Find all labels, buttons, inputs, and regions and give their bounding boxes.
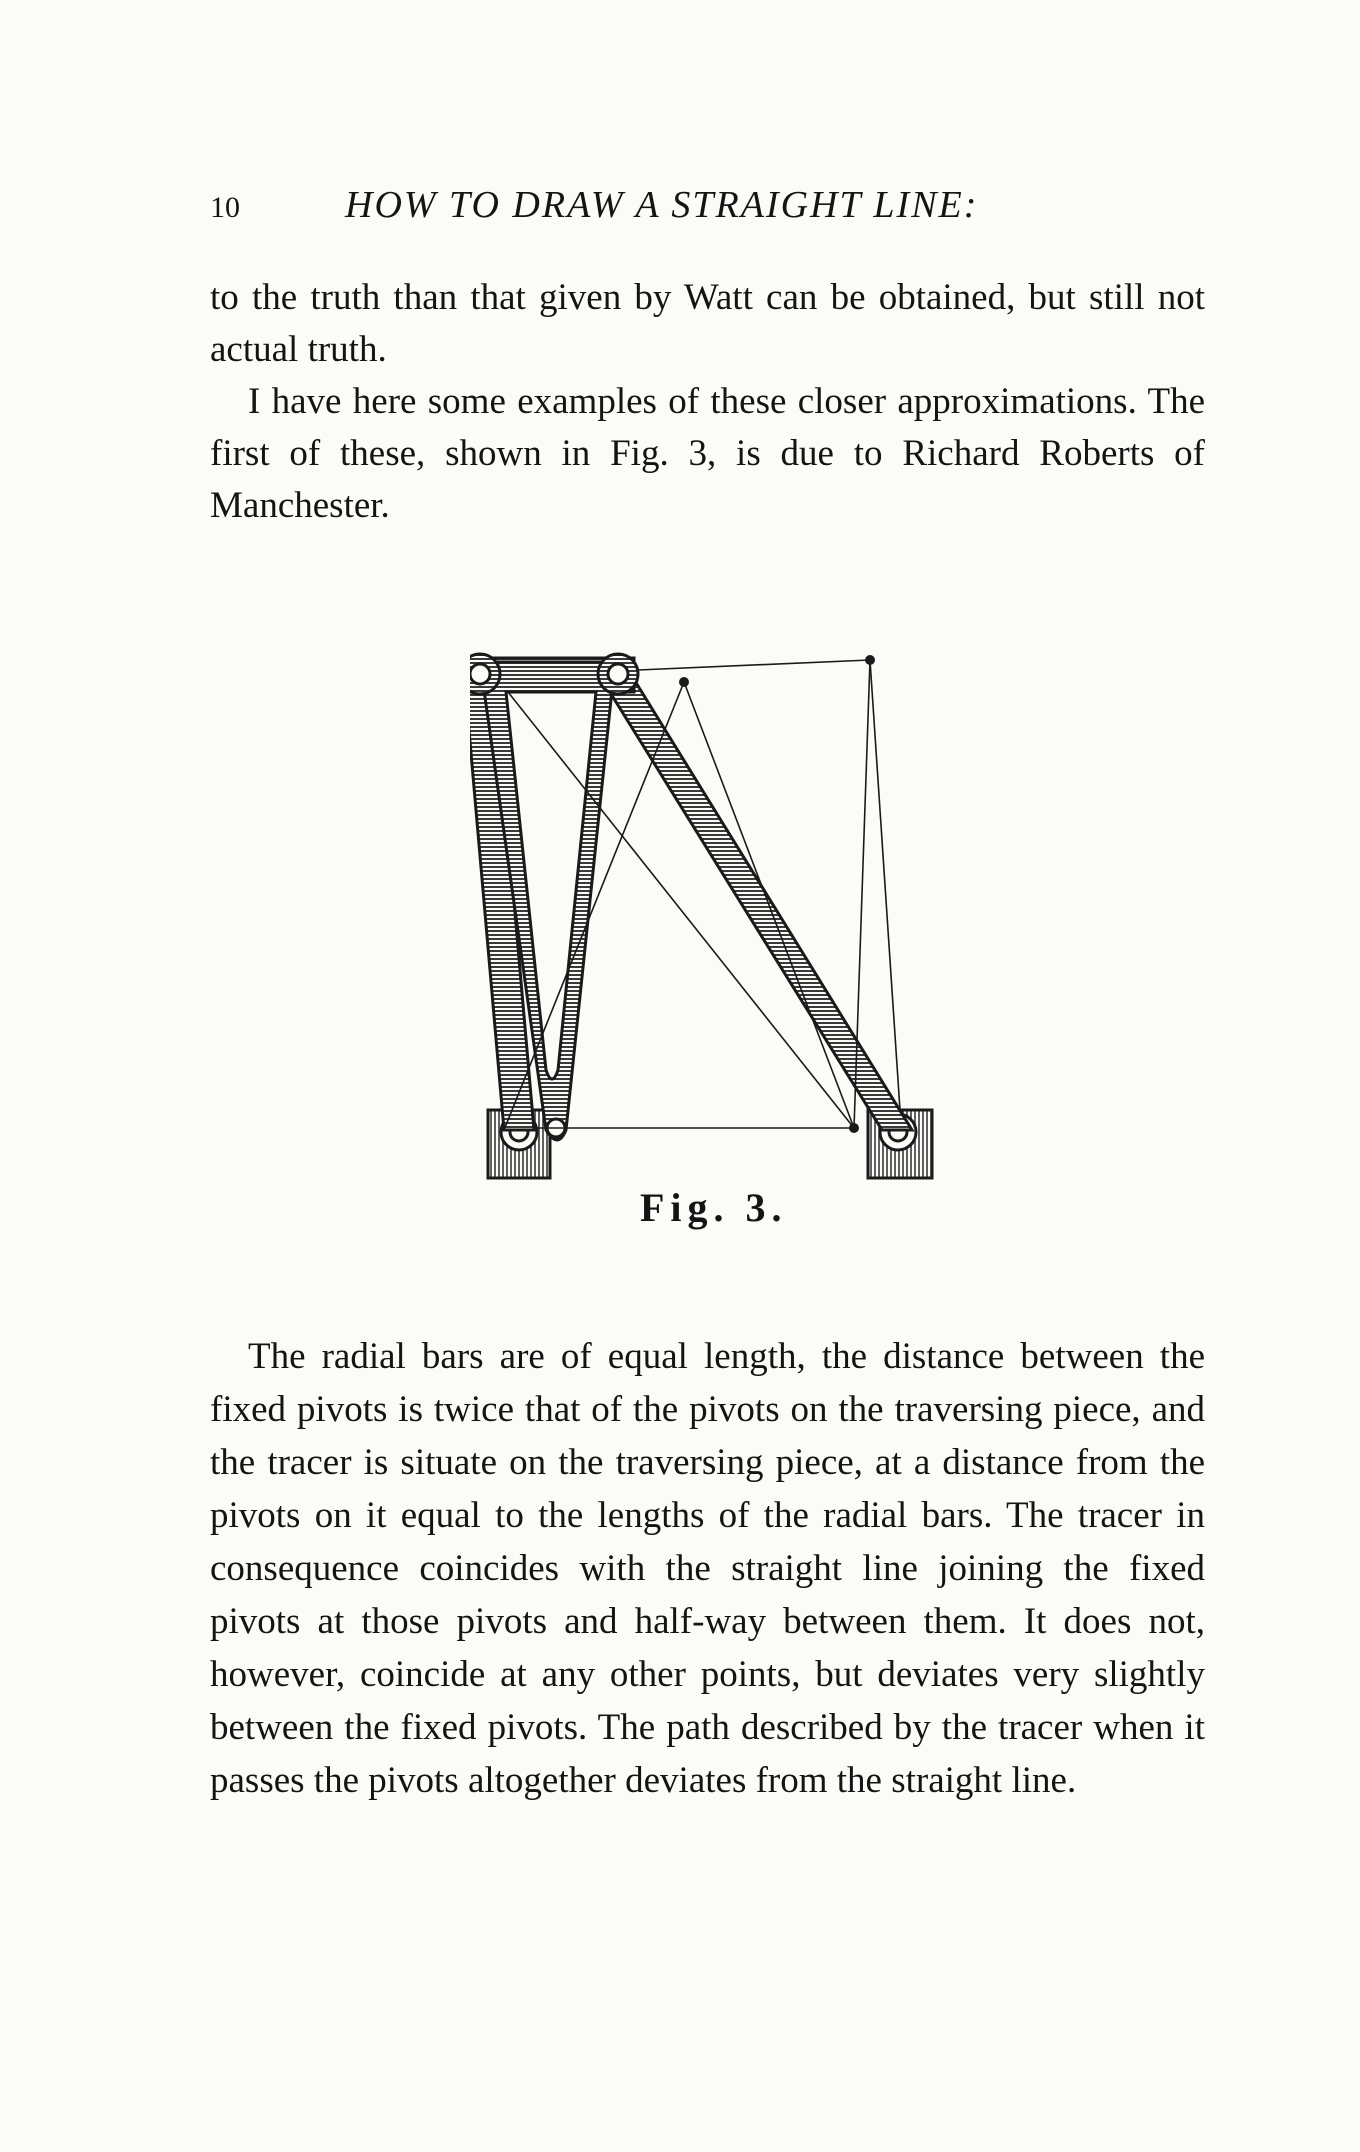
top-right-pivot-boss	[598, 654, 638, 694]
paragraph-3: The radial bars are of equal length, the distance between the fixed pivots is twice that of the pivots on the traversing piece, and the tracer is situate on the traversing piece, at a distance from the pivots on it equal to the lengths of the radial bars. The tracer in consequence coincides with the straight line joining the fixed pivots at those pivots and half-way between them. It does not, however, coincide at any other points, but deviates very slightly between the fixed pivots. The path described by the tracer when it passes the pivots altogether deviates from the straight line.	[210, 1336, 1205, 1801]
inner-pivot-point	[679, 677, 689, 687]
paragraph-2: I have here some examples of these closer approximations. The first of these, shown in Fig. 3, is due to Richard Roberts of Manchester.	[210, 381, 1205, 526]
running-head: HOW TO DRAW A STRAIGHT LINE:	[345, 184, 979, 226]
right-radial-bar	[598, 673, 912, 1130]
upper-tracer-point	[865, 655, 875, 665]
fig-3-linkage-diagram	[470, 630, 970, 1180]
page-header	[210, 183, 1210, 233]
figure-caption: Fig. 3.	[640, 1185, 788, 1230]
page-number: 10	[210, 191, 240, 224]
paragraph-1: to the truth than that given by Watt can be obtained, but still not actual truth.	[210, 277, 1205, 370]
tracer-point	[849, 1123, 859, 1133]
top-left-pivot-boss	[470, 654, 500, 694]
